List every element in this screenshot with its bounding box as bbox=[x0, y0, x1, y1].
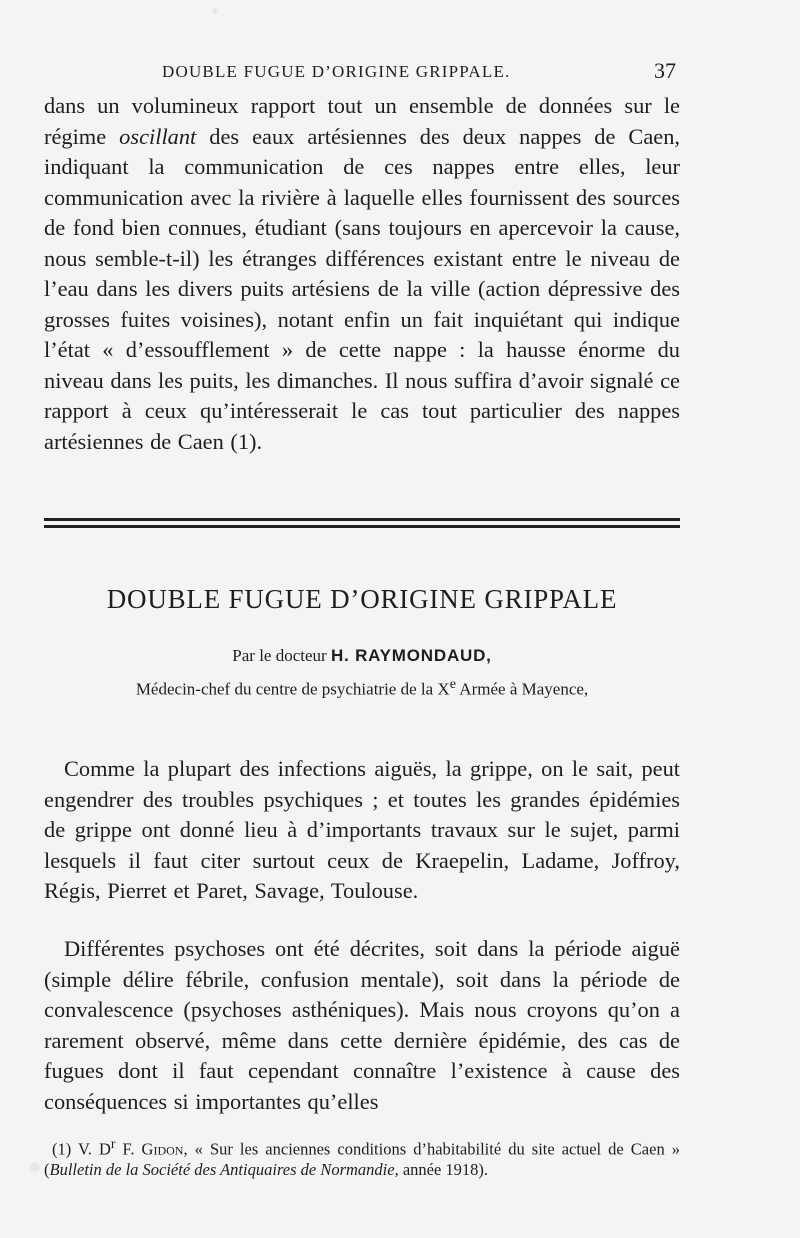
byline-prefix: Par le docteur bbox=[232, 646, 331, 665]
author-name: H. RAYMONDAUD, bbox=[330, 646, 492, 665]
article-title: DOUBLE FUGUE D’ORIGINE GRIPPALE bbox=[106, 584, 618, 614]
document-page bbox=[44, 0, 680, 1238]
page-number: 37 bbox=[654, 58, 676, 83]
author-affiliation bbox=[44, 676, 680, 700]
affiliation-text: Médecin-chef du centre de psychiatrie de la X bbox=[135, 679, 450, 699]
section-divider bbox=[44, 518, 680, 532]
body-paragraph: Différentes psychoses ont été décrites, soit dans la période aiguë (simple délire fébrile, confusion mentale), soit dans la période de convalescence (psychoses asthéniques). Mais nous croyons qu’on a rarement observé, même dans cette dernière épidémie, des cas de fugues dont il faut cependant connaître l’existence à cause des conséquences si importantes qu’elles bbox=[44, 936, 680, 1114]
paper-smudge bbox=[30, 1162, 40, 1172]
footnote-marker: (1) V. D bbox=[52, 1139, 111, 1159]
paragraph-text: des eaux artésiennes des deux nappes de Caen, indiquant la communication de ces nappes entre elles, leur communication avec la rivière à laquelle elles fournissent des sources de fond bien connues, étudiant (sans toujours en apercevoir la cause, nous semble-t-il) les étranges différences existant entre le niveau de l’eau dans les divers puits artésiens de la ville (action dépressive des grosses fuites voisines), notant enfin un fait inquiétant qui indique l’état « d’essoufflement » de cette nappe : la hausse énorme du niveau dans les puits, les dimanches. Il nous suffira d’avoir signalé ce rapport à ceux qu’intéresserait le cas tout particulier des nappes artésiennes de Caen (1). bbox=[44, 123, 680, 454]
paper-smudge bbox=[212, 8, 218, 14]
emphasis-text: oscillant bbox=[119, 123, 197, 149]
footnote bbox=[44, 1134, 680, 1180]
footnote-journal: Bulletin de la Société des Antiquaires de Normandie bbox=[49, 1159, 395, 1179]
running-header bbox=[44, 58, 680, 86]
affiliation-text: Armée à Mayence, bbox=[456, 679, 589, 699]
footnote-superscript: r bbox=[110, 1136, 116, 1151]
continuation-paragraph bbox=[44, 91, 680, 457]
affiliation-superscript: e bbox=[449, 676, 456, 692]
running-title: DOUBLE FUGUE D’ORIGINE GRIPPALE. bbox=[162, 62, 511, 81]
footnote-text: , « Sur les anciennes conditions d’habitabilité du site actuel de Caen » ( bbox=[44, 1139, 680, 1179]
byline bbox=[44, 646, 680, 666]
footnote-author: F. Gidon bbox=[115, 1139, 184, 1159]
divider-rule bbox=[44, 525, 680, 528]
paragraph-text: dans un volumineux rapport tout un ensemble de données sur le régime bbox=[44, 93, 680, 149]
divider-rule bbox=[44, 518, 680, 521]
body-paragraph: Comme la plupart des infections aiguës, la grippe, on le sait, peut engendrer des troubles psychiques ; et toutes les grandes épidémies de grippe ont donné lieu à d’importants travaux sur le sujet, parmi lesquels il faut citer surtout ceux de Kraepelin, Ladame, Joffroy, Régis, Pierret et Paret, Savage, Toulouse. bbox=[44, 756, 680, 903]
footnote-text: , année 1918). bbox=[394, 1159, 489, 1179]
